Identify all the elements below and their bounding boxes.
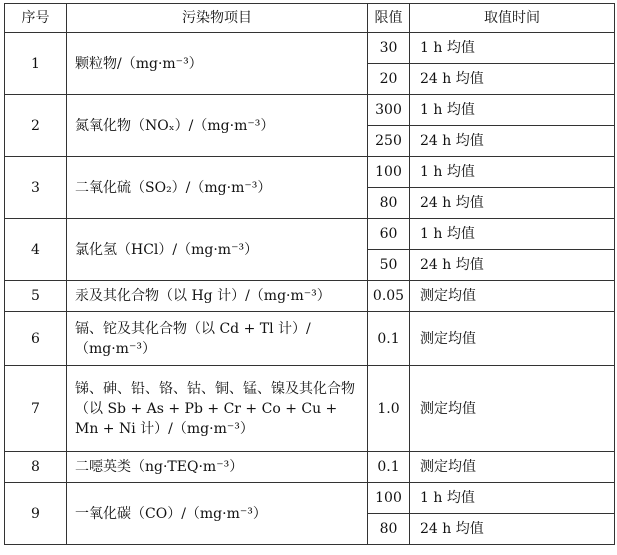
row-index: 4 xyxy=(5,219,67,281)
table-row xyxy=(5,483,615,514)
limit-value: 30 xyxy=(368,33,410,64)
pollutant-item: 二氧化硫（SO₂）/（mg·m⁻³） xyxy=(67,157,368,219)
limit-value: 20 xyxy=(368,64,410,95)
limit-value: 80 xyxy=(368,188,410,219)
row-index: 6 xyxy=(5,312,67,366)
pollutant-item: 氮氧化物（NOₓ）/（mg·m⁻³） xyxy=(67,95,368,157)
pollutant-item: 氯化氢（HCl）/（mg·m⁻³） xyxy=(67,219,368,281)
limit-value: 300 xyxy=(368,95,410,126)
limit-value: 80 xyxy=(368,514,410,545)
averaging-period: 测定均值 xyxy=(410,366,615,452)
averaging-period: 1 h 均值 xyxy=(410,33,615,64)
header-limit: 限值 xyxy=(368,4,410,33)
averaging-period: 1 h 均值 xyxy=(410,157,615,188)
averaging-period: 24 h 均值 xyxy=(410,64,615,95)
pollutant-limits-table xyxy=(4,3,615,545)
averaging-period: 24 h 均值 xyxy=(410,250,615,281)
table-row xyxy=(5,33,615,64)
row-index: 3 xyxy=(5,157,67,219)
table-row xyxy=(5,281,615,312)
pollutant-item: 颗粒物/（mg·m⁻³） xyxy=(67,33,368,95)
averaging-period: 24 h 均值 xyxy=(410,188,615,219)
limit-value: 100 xyxy=(368,157,410,188)
limit-value: 1.0 xyxy=(368,366,410,452)
averaging-period: 24 h 均值 xyxy=(410,514,615,545)
limit-value: 0.1 xyxy=(368,452,410,483)
limit-value: 50 xyxy=(368,250,410,281)
limit-value: 60 xyxy=(368,219,410,250)
averaging-period: 测定均值 xyxy=(410,312,615,366)
table-row xyxy=(5,452,615,483)
row-index: 5 xyxy=(5,281,67,312)
averaging-period: 测定均值 xyxy=(410,281,615,312)
header-row xyxy=(5,4,615,33)
limit-value: 0.05 xyxy=(368,281,410,312)
averaging-period: 1 h 均值 xyxy=(410,483,615,514)
averaging-period: 1 h 均值 xyxy=(410,219,615,250)
pollutant-item: 一氧化碳（CO）/（mg·m⁻³） xyxy=(67,483,368,545)
table-row xyxy=(5,219,615,250)
table-row xyxy=(5,312,615,366)
row-index: 2 xyxy=(5,95,67,157)
row-index: 9 xyxy=(5,483,67,545)
header-item: 污染物项目 xyxy=(67,4,368,33)
pollutant-item: 汞及其化合物（以 Hg 计）/（mg·m⁻³） xyxy=(67,281,368,312)
averaging-period: 1 h 均值 xyxy=(410,95,615,126)
table-row xyxy=(5,95,615,126)
row-index: 8 xyxy=(5,452,67,483)
header-period: 取值时间 xyxy=(410,4,615,33)
limit-value: 0.1 xyxy=(368,312,410,366)
limit-value: 100 xyxy=(368,483,410,514)
table-row xyxy=(5,366,615,452)
pollutant-item: 镉、铊及其化合物（以 Cd + Tl 计）/（mg·m⁻³） xyxy=(67,312,368,366)
table-row xyxy=(5,157,615,188)
header-index: 序号 xyxy=(5,4,67,33)
pollutant-item: 二噁英类（ng·TEQ·m⁻³） xyxy=(67,452,368,483)
row-index: 7 xyxy=(5,366,67,452)
pollutant-item: 锑、砷、铅、铬、钴、铜、锰、镍及其化合物（以 Sb + As + Pb + Cr + Co + Cu + Mn + Ni 计）/（mg·m⁻³） xyxy=(67,366,368,452)
row-index: 1 xyxy=(5,33,67,95)
averaging-period: 24 h 均值 xyxy=(410,126,615,157)
limit-value: 250 xyxy=(368,126,410,157)
averaging-period: 测定均值 xyxy=(410,452,615,483)
